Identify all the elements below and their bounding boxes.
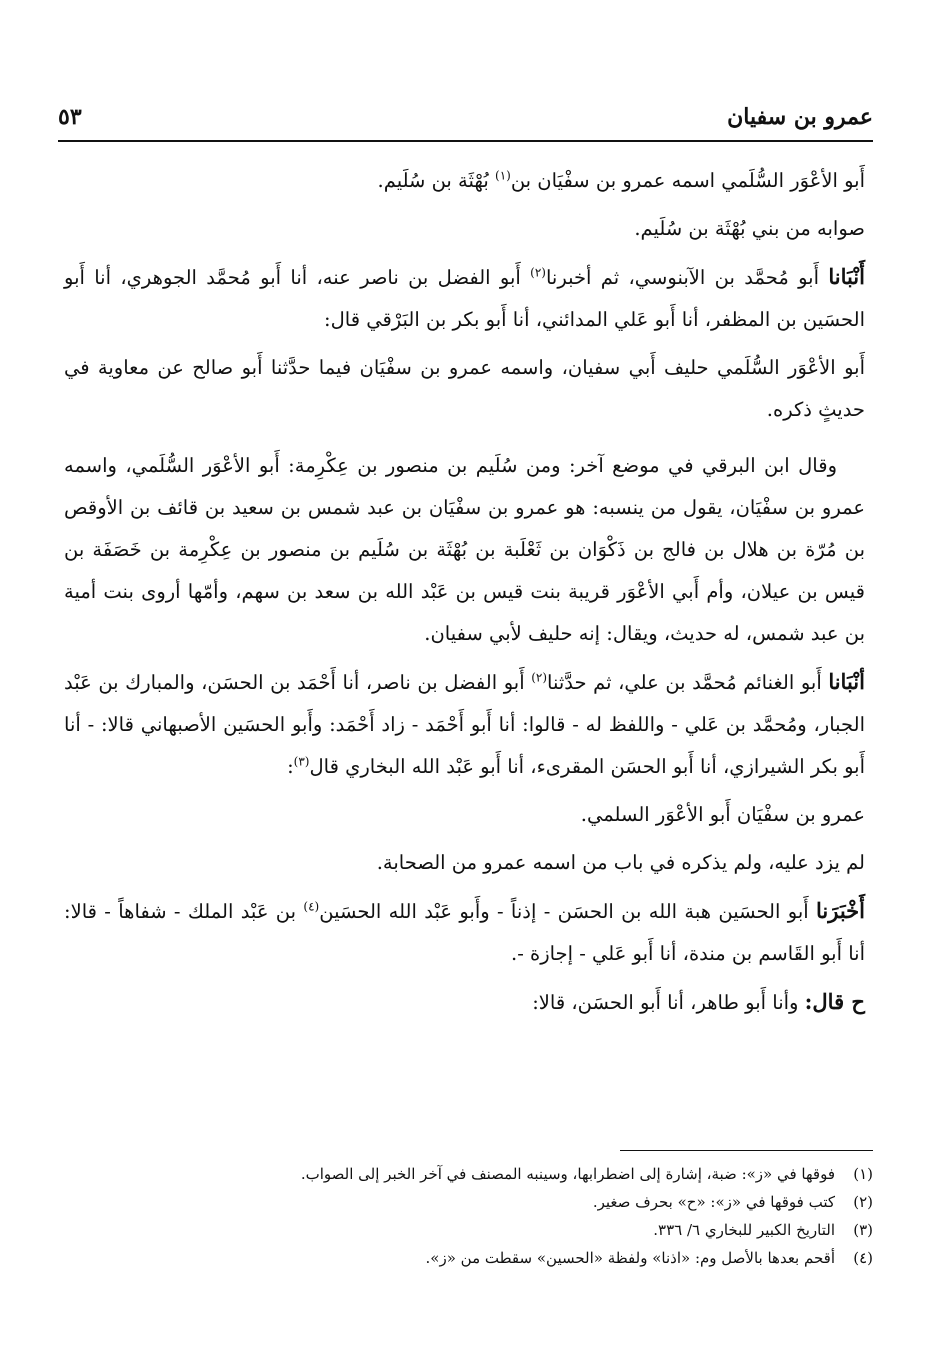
footnote-number: (٤): [853, 1249, 873, 1267]
paragraph: [64, 208, 865, 250]
paragraph-text: أَبو الفضل بن ناصر، أنا أَحْمَد بن الحسَن، والمبارك بن عَبْد الجبار، ومُحمَّد بن عَلي - واللفظ له - قالوا: أنا أَبو أَحْمَد - زاد أَحْمَد: وأَبو الحسَين الأصبهاني قالا: - أنا أَبو بكر الشيرازي، أنا أَبو الحسَن المقرىء، أنا أَبو عَبْد الله البخاري قال: [64, 671, 865, 778]
chain-lead-word: أَخْبَرَنا: [816, 898, 865, 923]
main-text: [64, 160, 865, 1030]
footnote-number: (٣): [853, 1221, 873, 1239]
page-number: ٥٣: [58, 104, 82, 130]
footnote-item: [64, 1188, 873, 1216]
footnote-ref: (٣): [293, 754, 310, 769]
footnote-ref: (٤): [303, 899, 320, 914]
footnote-separator: [620, 1150, 873, 1151]
paragraph-text: وأنا أَبو طاهر، أنا أَبو الحسَن، قالا:: [532, 991, 805, 1014]
footnote-ref: (٢): [531, 670, 548, 685]
footnote-number: (٢): [853, 1193, 873, 1211]
paragraph: [64, 661, 865, 788]
paragraph-text: وقال ابن البرقي في موضع آخر: ومن سُلَيم بن منصور بن عِكْرِمة: أَبو الأعْوَر السُّلَمي، واسمه عمرو بن سفْيَان، يقول من ينسبه: هو عمرو بن سفْيَان بن عبد شمس بن سعيد بن قائف بن الأوقص بن مُرّة بن هلال بن فالج بن ذَكْوَان بن ثَعْلَبة بن بُهْثَة بن سُلَيم بن منصور بن عِكْرِمة بن خَصَفَة بن قيس بن عيلان، وأم أَبي الأعْوَر قريبة بنت قيس بن عَبْد الله بن سعد بن سهم، وأمّها أروى بنت أمية بن عبد شمس، له حديث، ويقال: إنه حليف لأبي سفيان.: [64, 454, 865, 645]
paragraph-text: أَبو الفضل بن ناصر عنه، أنا أَبو مُحمَّد الجوهري، أنا أَبو الحسَين بن المظفر، أنا أَبو عَلي المدائني، أنا أَبو بكر بن البَرْقي قال:: [64, 266, 865, 331]
paragraph: [64, 160, 865, 202]
paragraph-text: أَبو الغنائم مُحمَّد بن علي، ثم حدَّثنا: [547, 671, 829, 694]
footnote-text: فوقها في «ز»: ضبة، إشارة إلى اضطرابها، وسينبه المصنف في آخر الخبر إلى الصواب.: [300, 1165, 835, 1183]
paragraph-text: لم يزد عليه، ولم يذكره في باب من اسمه عمرو من الصحابة.: [376, 851, 865, 874]
chain-lead-word: أنْبَانا: [828, 669, 865, 694]
page-header: [58, 100, 873, 142]
paragraph: [64, 890, 865, 975]
paragraph-text: أَبو الحسَين هبة الله بن الحسَن - إذناً - وأَبو عَبْد الله الحسَين: [319, 900, 817, 923]
paragraph-text: بن عَبْد الملك - شفاهاً - قالا: أنا أَبو القَاسم بن مندة، أنا أَبو عَلي - إجازة -.: [64, 900, 865, 965]
footnote-text: التاريخ الكبير للبخاري ٦/ ٣٣٦.: [653, 1221, 835, 1239]
footnote-text: أقحم بعدها بالأصل وم: «اذنا» ولفظة «الحسين» سقطت من «ز».: [425, 1249, 835, 1267]
paragraph: [64, 445, 865, 655]
paragraph-text: أَبو الأعْوَر السُّلَمي اسمه عمرو بن سفْيَان بن: [510, 169, 865, 192]
paragraph: [64, 794, 865, 836]
paragraph: [64, 256, 865, 341]
paragraph-text: بُهْثَة بن سُلَيم.: [377, 169, 495, 192]
chain-lead-word: ح قال:: [804, 989, 865, 1014]
footnote-item: [64, 1160, 873, 1188]
footnotes: [64, 1160, 873, 1272]
footnote-item: [64, 1216, 873, 1244]
paragraph-text: أَبو مُحمَّد بن الآبنوسي، ثم أخبرنا: [545, 266, 829, 289]
running-title: عمرو بن سفيان: [727, 104, 873, 130]
paragraph-text: :: [287, 755, 294, 778]
paragraph: [64, 842, 865, 884]
footnote-number: (١): [853, 1165, 873, 1183]
paragraph-text: عمرو بن سفْيَان أَبو الأعْوَر السلمي.: [580, 803, 865, 826]
paragraph: [64, 981, 865, 1024]
header-rule: [58, 140, 873, 142]
footnote-text: كتب فوقها في «ز»: «ح» بحرف صغير.: [592, 1193, 835, 1211]
footnote-item: [64, 1244, 873, 1272]
paragraph-text: صوابه من بني بُهْثَة بن سُلَيم.: [634, 217, 865, 240]
chain-lead-word: أَنْبَانا: [828, 264, 865, 289]
footnote-ref: (١): [495, 168, 511, 183]
paragraph: [64, 347, 865, 431]
footnote-ref: (٢): [530, 265, 546, 280]
paragraph-text: أَبو الأعْوَر السُّلَمي حليف أَبي سفيان، واسمه عمرو بن سفْيَان فيما حدَّثنا أَبو صالح عن معاوية في حديثٍ ذكره.: [64, 356, 865, 421]
